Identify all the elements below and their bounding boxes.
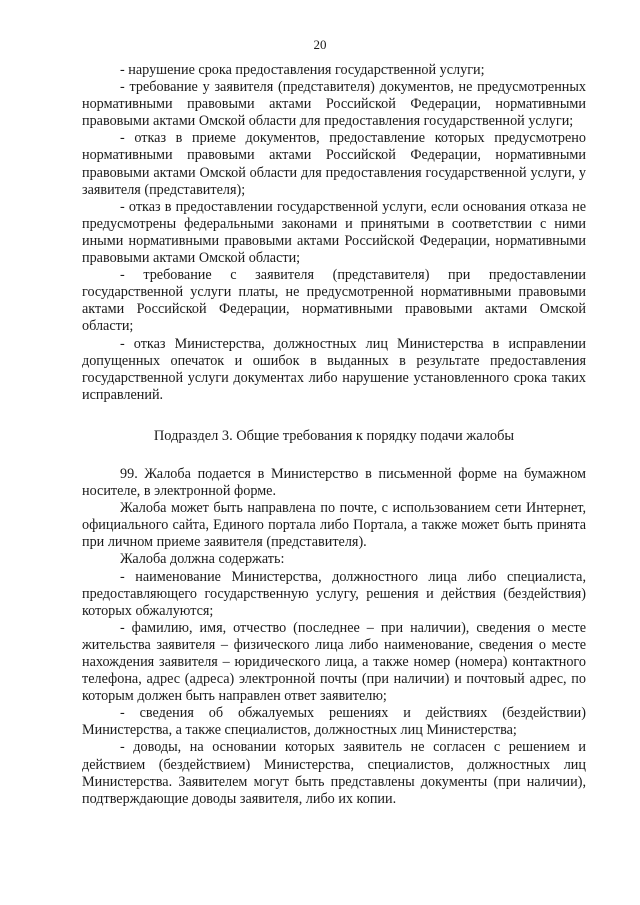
list-item: - сведения об обжалуемых решениях и действиях (бездействии) Министерства, а также специалистов, должностных лиц Министерства; [82, 705, 586, 739]
section-heading: Подраздел 3. Общие требования к порядку подачи жалобы [153, 427, 515, 444]
list-item: - требование с заявителя (представителя) при предоставлении государственной услуги платы, не предусмотренной нормативными правовыми актами Российской Федерации, нормативными правовыми актами Омской области; [82, 267, 586, 335]
list-item: - отказ в приеме документов, предоставление которых предусмотрено нормативными правовыми актами Российской Федерации, нормативными правовыми актами Омской области для предоставления государственной услуги, у заявителя (представителя); [82, 130, 586, 198]
list-item: - фамилию, имя, отчество (последнее – при наличии), сведения о месте жительства заявителя – физического лица либо наименование, сведения о месте нахождения заявителя – юридического лица, а также номер (номера) контактного телефона, адрес (адреса) электронной почты (при наличии) и почтовый адрес, по которым должен быть направлен ответ заявителю; [82, 619, 586, 705]
list-item: - доводы, на основании которых заявитель не согласен с решением и действием (бездействием) Министерства, специалистов, должностных лиц Министерства. Заявителем могут быть представлены документы (при наличии), подтверждающие доводы заявителя, либо их копии. [82, 739, 586, 807]
paragraph: Жалоба может быть направлена по почте, с использованием сети Интернет, официального сайта, Единого портала либо Портала, а также может быть принята при личном приеме заявителя (представителя). [82, 500, 586, 551]
page-number: 20 [313, 37, 327, 52]
list-item: - требование у заявителя (представителя) документов, не предусмотренных нормативными правовыми актами Российской Федерации, нормативными правовыми актами Омской области для предоставления государственной услуги; [82, 79, 586, 130]
list-item: - нарушение срока предоставления государственной услуги; [120, 62, 485, 78]
document-body [82, 62, 586, 808]
paragraph: 99. Жалоба подается в Министерство в письменной форме на бумажном носителе, в электронной форме. [82, 465, 586, 500]
list-item: - наименование Министерства, должностного лица либо специалиста, предоставляющего государственную услугу, решения и действия (бездействия) которых обжалуются; [82, 568, 586, 619]
list-item: - отказ в предоставлении государственной услуги, если основания отказа не предусмотрены федеральными законами и принятыми в соответствии с ними иными нормативными правовыми актами Российской Федерации, нормативными правовыми актами Омской области; [82, 198, 586, 267]
list-item: - отказ Министерства, должностных лиц Министерства в исправлении допущенных опечаток и ошибок в выданных в результате предоставления государственной услуги документах либо нарушение установленного срока таких исправлений. [82, 335, 586, 403]
paragraph: Жалоба должна содержать: [120, 551, 285, 568]
